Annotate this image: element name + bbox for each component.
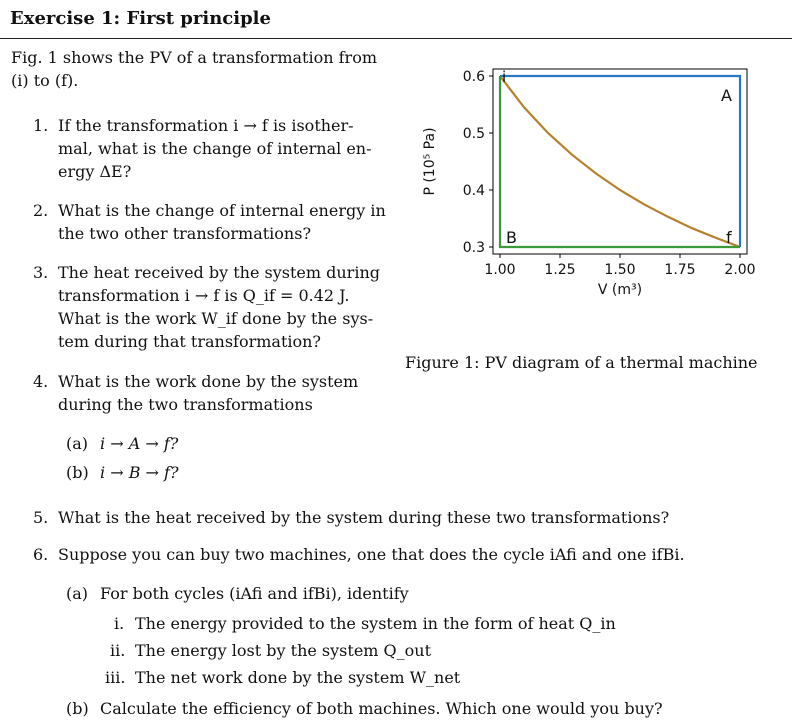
q1-text — [58, 114, 372, 183]
q4b-text: i → B → f? — [100, 463, 179, 482]
q4-line-2: during the two transformations — [58, 395, 313, 414]
y-tick-label: 0.5 — [462, 126, 485, 142]
plot-frame — [493, 69, 747, 254]
q4-number: 4. — [33, 372, 49, 391]
q1-number: 1. — [33, 116, 49, 135]
q6a-text: For both cycles (iAfi and ifBi), identify — [100, 584, 409, 603]
q4b-label: (b) — [66, 463, 89, 482]
intro-line-2: (i) to (f). — [11, 71, 79, 90]
x-axis-label: V (m³) — [597, 282, 643, 298]
series-line-2 — [500, 76, 740, 247]
x-tick-label: 2.00 — [724, 262, 756, 278]
q1-line-2: mal, what is the change of internal en- — [58, 139, 372, 158]
q4a-label: (a) — [66, 434, 89, 453]
q2-line-1: What is the change of internal energy in — [58, 201, 386, 220]
q5-number: 5. — [33, 508, 49, 527]
point-label-B: B — [506, 228, 517, 247]
q3-line-4: tem during that transformation? — [58, 332, 321, 351]
q3-text — [58, 261, 380, 353]
point-label-f: f — [726, 228, 732, 247]
q4-text — [58, 370, 358, 416]
q2-number: 2. — [33, 201, 49, 220]
q3-line-1: The heat received by the system during — [58, 263, 380, 282]
q6a-iii-label: iii. — [105, 668, 126, 687]
y-axis-label: P (10⁵ Pa) — [422, 127, 438, 196]
q6-text: Suppose you can buy two machines, one that does the cycle iAfi and one ifBi. — [58, 545, 685, 564]
q3-line-2: transformation i → f is Q_if = 0.42 J. — [58, 286, 350, 305]
x-tick-label: 1.50 — [604, 262, 636, 278]
q6a-i-text: The energy provided to the system in the form of heat Q_in — [135, 614, 616, 633]
q6a-ii-label: ii. — [110, 641, 126, 660]
q6b-label: (b) — [66, 699, 89, 718]
q4-line-1: What is the work done by the system — [58, 372, 359, 391]
q6-number: 6. — [33, 545, 49, 564]
q1-line-3: ergy ΔE? — [58, 162, 132, 181]
title-divider — [0, 38, 792, 39]
exercise-title: Exercise 1: First principle — [10, 8, 271, 29]
q2-line-2: the two other transformations? — [58, 224, 312, 243]
q2-text — [58, 199, 386, 245]
x-tick-label: 1.25 — [544, 262, 576, 278]
q6a-iii-text: The net work done by the system W_net — [135, 668, 461, 687]
intro-text — [11, 46, 377, 92]
pv-diagram-chart — [405, 55, 790, 320]
q3-line-3: What is the work W_if done by the sys- — [58, 309, 374, 328]
y-tick-label: 0.4 — [462, 183, 485, 199]
series-line-1 — [500, 76, 740, 247]
q4a-text: i → A → f? — [100, 434, 179, 453]
q6b-text: Calculate the efficiency of both machines. Which one would you buy? — [100, 699, 663, 718]
figure-caption: Figure 1: PV diagram of a thermal machine — [405, 353, 758, 372]
y-tick-label: 0.3 — [462, 240, 485, 256]
intro-line-1: Fig. 1 shows the PV of a transformation from — [11, 48, 377, 67]
q6a-ii-text: The energy lost by the system Q_out — [135, 641, 432, 660]
q3-number: 3. — [33, 263, 49, 282]
x-tick-label: 1.00 — [484, 262, 516, 278]
point-label-i: i — [502, 68, 507, 86]
point-label-A: A — [721, 86, 732, 105]
q1-line-1: If the transformation i → f is isother- — [58, 116, 354, 135]
q6a-i-label: i. — [114, 614, 125, 633]
y-tick-label: 0.6 — [462, 69, 485, 85]
x-tick-label: 1.75 — [664, 262, 696, 278]
series-line-0 — [500, 76, 740, 247]
q5-text: What is the heat received by the system during these two transformations? — [58, 508, 670, 527]
q6a-label: (a) — [66, 584, 89, 603]
